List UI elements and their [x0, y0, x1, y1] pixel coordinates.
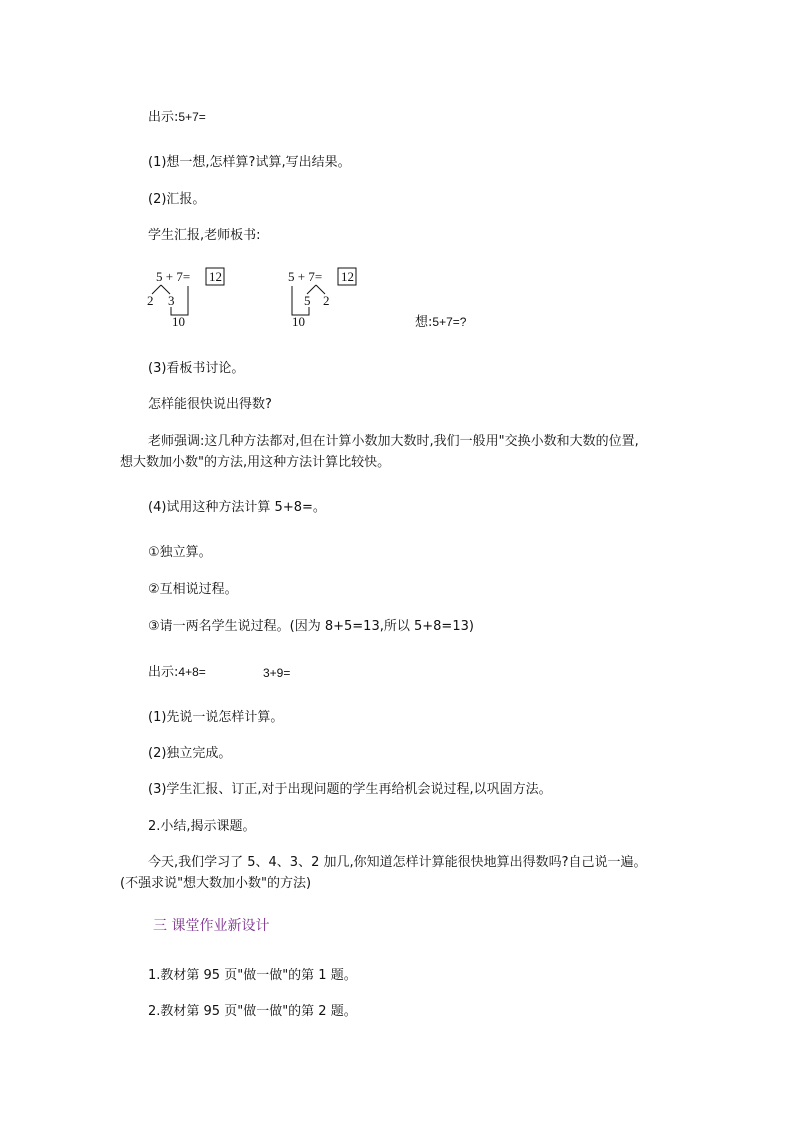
make-ten-diagram-2 — [280, 262, 380, 332]
summary-line-2: (不强求说"想大数加小数"的方法) — [120, 876, 312, 891]
show-expression-b: 3+9= — [263, 666, 291, 680]
show-label-2: 出示: — [148, 665, 179, 680]
step-3: (3)看板书讨论。 — [148, 361, 245, 376]
diagram1-ten: 10 — [172, 314, 185, 329]
sub-step-2: ②互相说过程。 — [148, 582, 238, 597]
question: 怎样能很快说出得数? — [148, 397, 272, 412]
practice-3: (3)学生汇报、订正,对于出现问题的学生再给机会说过程,以巩固方法。 — [148, 782, 552, 797]
practice-1: (1)先说一说怎样计算。 — [148, 710, 284, 725]
diagram2-ten: 10 — [292, 314, 305, 329]
diagram2-answer: 12 — [341, 269, 354, 284]
emphasis-line-2: 想大数加小数"的方法,用这种方法计算比较快。 — [120, 455, 391, 470]
show-line-1 — [148, 109, 206, 126]
show-expression: 5+7= — [178, 110, 206, 124]
think-label: 想: — [415, 315, 433, 330]
summary-title: 2.小结,揭示课题。 — [148, 819, 256, 834]
diagram2-split-b: 2 — [323, 293, 330, 308]
think-line — [415, 314, 466, 331]
board-intro: 学生汇报,老师板书: — [148, 228, 261, 243]
step-1: (1)想一想,怎样算?试算,写出结果。 — [148, 155, 351, 170]
diagram1-split-a: 2 — [147, 293, 154, 308]
sub-step-3: ③请一两名学生说过程。(因为 8+5=13,所以 5+8=13) — [148, 619, 474, 634]
summary-line-1: 今天,我们学习了 5、4、3、2 加几,你知道怎样计算能很快地算出得数吗?自己说一遍。 — [148, 855, 647, 870]
practice-2: (2)独立完成。 — [148, 746, 232, 761]
diagram2-split-a: 5 — [304, 293, 311, 308]
show-line-2 — [148, 664, 206, 681]
make-ten-diagram-1 — [140, 262, 240, 332]
step-2: (2)汇报。 — [148, 192, 206, 207]
sub-step-1: ①独立算。 — [148, 545, 212, 560]
section-heading: 三 课堂作业新设计 — [153, 918, 270, 934]
diagram2-expression: 5 + 7= — [288, 269, 323, 284]
emphasis-line-1: 老师强调:这几种方法都对,但在计算小数加大数时,我们一般用"交换小数和大数的位置, — [148, 434, 639, 449]
diagram1-split-b: 3 — [168, 293, 175, 308]
think-expression: 5+7=? — [432, 315, 467, 329]
homework-2: 2.教材第 95 页"做一做"的第 2 题。 — [148, 1004, 357, 1019]
show-expression-a: 4+8= — [178, 665, 206, 679]
show-label: 出示: — [148, 110, 179, 125]
diagram1-answer: 12 — [209, 269, 222, 284]
diagram1-expression: 5 + 7= — [156, 269, 191, 284]
step-4: (4)试用这种方法计算 5+8=。 — [148, 500, 326, 515]
homework-1: 1.教材第 95 页"做一做"的第 1 题。 — [148, 968, 357, 983]
